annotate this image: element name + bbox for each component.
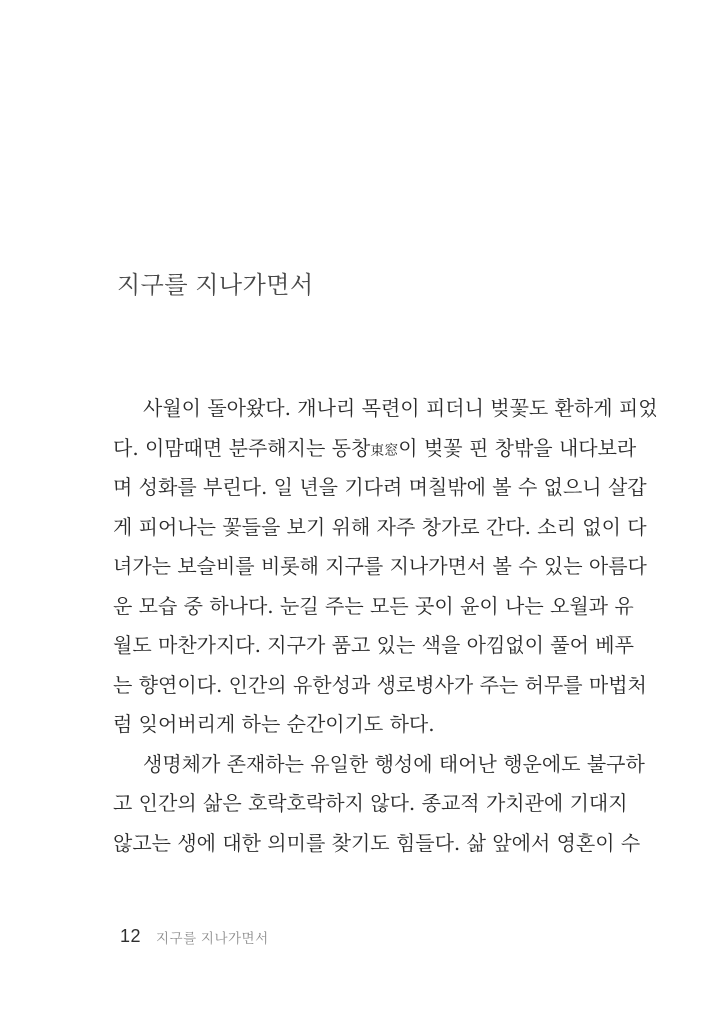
body-line-text: 운 모습 중 하나다. 눈길 주는 모든 곳이 윤이 나는 오월과 유 [113, 593, 634, 618]
body-line-text: 녀가는 보슬비를 비롯해 지구를 지나가면서 볼 수 있는 아름다 [113, 554, 647, 578]
body-line-text: 럼 잊어버리게 하는 순간이기도 하다. [113, 712, 435, 736]
running-title: 지구를 지나가면서 [156, 930, 269, 946]
body-line [113, 705, 608, 745]
body-line [113, 587, 634, 627]
body-line [113, 824, 641, 864]
body-line [113, 626, 634, 666]
body-line-text: 이 벚꽃 핀 창밖을 내다보라 [398, 435, 637, 460]
body-line [113, 547, 647, 587]
body-line-text: 고 인간의 삶은 호락호락하지 않다. 종교적 가치관에 기대지 [113, 791, 628, 815]
body-line [113, 429, 637, 469]
page-number: 12 [120, 926, 142, 946]
body-text-block [113, 389, 658, 863]
body-line-text: 다. 이맘때면 분주해지는 동창 [113, 435, 371, 460]
body-line [113, 389, 658, 429]
chapter-title: 지구를 지나가면서 [117, 272, 314, 300]
hanja-annotation: 東窓 [370, 442, 399, 459]
body-line-text: 는 향연이다. 인간의 유한성과 생로병사가 주는 허무를 마법처 [113, 672, 647, 697]
body-line-text: 며 성화를 부린다. 일 년을 기다려 며칠밖에 볼 수 없으니 살갑 [113, 475, 647, 499]
body-line-text: 게 피어나는 꽃들을 보기 위해 자주 창가로 간다. 소리 없이 다 [113, 514, 647, 539]
body-line [113, 784, 628, 824]
body-line [113, 666, 647, 706]
body-line-text: 사월이 돌아왔다. 개나리 목련이 피더니 벚꽃도 환하게 피었 [143, 396, 658, 420]
body-line-text: 월도 마찬가지다. 지구가 품고 있는 색을 아낌없이 풀어 베푸 [113, 633, 634, 657]
body-line [113, 468, 647, 508]
body-line [113, 745, 645, 785]
page-footer [120, 926, 269, 947]
body-line-text: 않고는 생에 대한 의미를 찾기도 힘들다. 삶 앞에서 영혼이 수 [113, 830, 641, 855]
body-line [113, 508, 647, 548]
body-line-text: 생명체가 존재하는 유일한 행성에 태어난 행운에도 불구하 [143, 751, 645, 776]
